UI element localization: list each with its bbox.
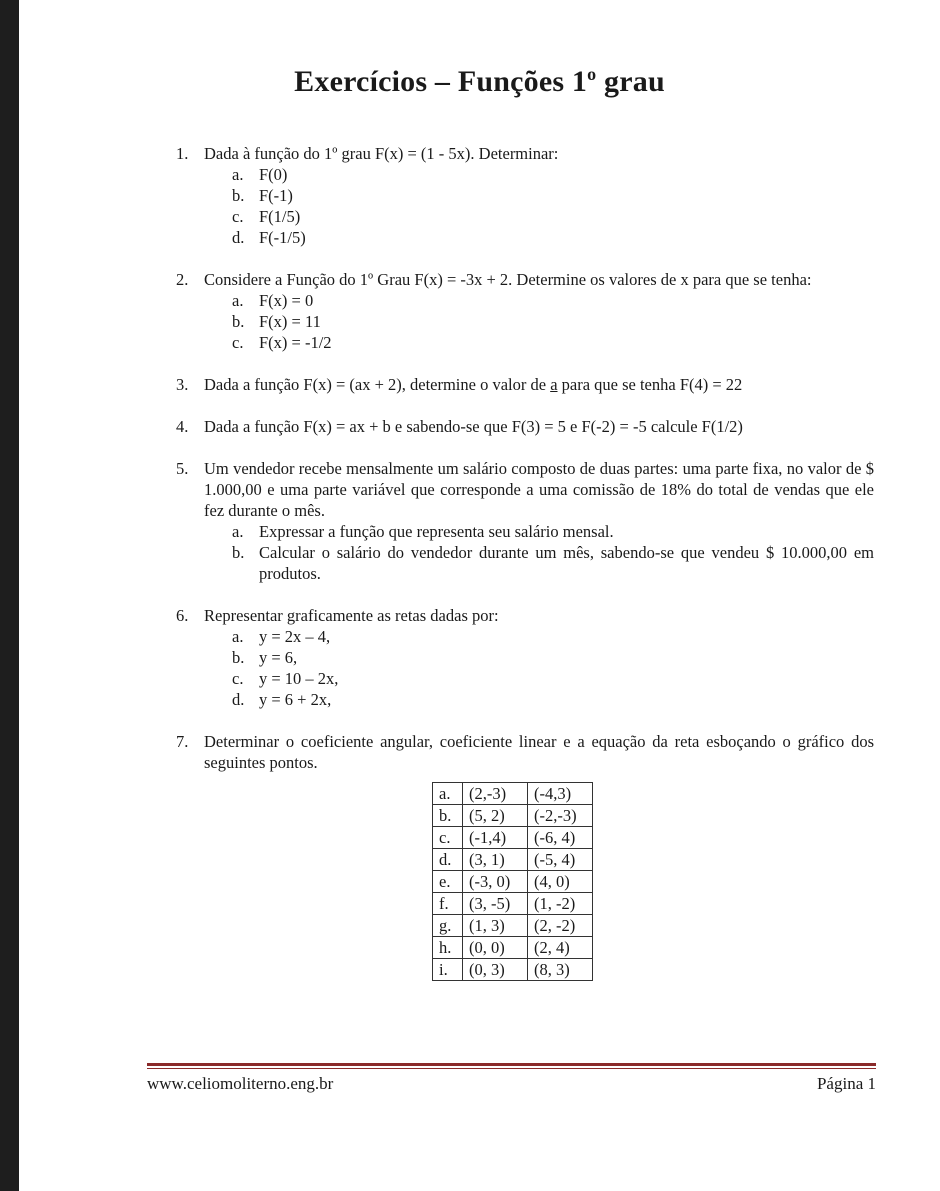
question-number: 1.: [176, 144, 189, 163]
title-main: Exercícios – Funções 1: [294, 65, 588, 98]
table-row: [433, 827, 593, 849]
table-row: [433, 937, 593, 959]
item-text: F(x) = 0: [259, 291, 314, 310]
table-cell: (0, 0): [463, 937, 528, 959]
item-text: Expressar a função que representa seu salário mensal.: [259, 522, 614, 541]
item-letter: c.: [232, 333, 244, 352]
item-letter: b.: [232, 543, 245, 562]
table-row: [433, 805, 593, 827]
table-cell: b.: [433, 805, 463, 827]
question-5-items: [176, 521, 874, 584]
table-cell: (2, 4): [528, 937, 593, 959]
document-page: [19, 0, 940, 1191]
list-item: [232, 290, 874, 311]
table-row: [433, 915, 593, 937]
question-5: [176, 458, 874, 521]
list-item: [232, 647, 874, 668]
question-text: Dada à função do 1º grau F(x) = (1 - 5x). Determinar:: [204, 144, 559, 163]
item-text: F(-1): [259, 186, 293, 205]
table-row: [433, 783, 593, 805]
question-text: Considere a Função do 1º Grau F(x) = -3x + 2. Determine os valores de x para que se tenha:: [204, 270, 812, 289]
question-text: Determinar o coeficiente angular, coeficiente linear e a equação da reta esboçando o gráfico dos seguintes pontos.: [204, 732, 874, 772]
points-table: [432, 782, 593, 981]
question-number: 6.: [176, 606, 189, 625]
list-item: [232, 626, 874, 647]
footer-page-number: Página 1: [816, 1074, 876, 1093]
item-text: F(x) = 11: [259, 312, 321, 331]
list-item: [232, 206, 874, 227]
item-text: Calcular o salário do vendedor durante um mês, sabendo-se que vendeu $ 10.000,00 em produtos.: [259, 543, 874, 583]
question-text-start: Dada a função F(x) = (ax + 2), determine o valor de: [204, 375, 551, 394]
table-cell: f.: [433, 893, 463, 915]
item-letter: a.: [232, 165, 244, 184]
table-cell: (5, 2): [463, 805, 528, 827]
table-row: [433, 893, 593, 915]
item-letter: b.: [232, 648, 245, 667]
item-text: F(0): [259, 165, 288, 184]
item-letter: a.: [232, 291, 244, 310]
question-number: 2.: [176, 270, 189, 289]
table-cell: (8, 3): [528, 959, 593, 981]
item-text: y = 6 + 2x,: [259, 690, 332, 709]
question-6: [176, 605, 874, 626]
question-6-items: [176, 626, 874, 710]
question-text: Um vendedor recebe mensalmente um salário composto de duas partes: uma parte fixa, no valor de $ 1.000,00 e uma parte variável que corresponde a uma comissão de 18% do total de vendas que ele fez durante o mês.: [204, 459, 874, 520]
table-cell: (2,-3): [463, 783, 528, 805]
item-text: F(-1/5): [259, 228, 306, 247]
table-cell: (-3, 0): [463, 871, 528, 893]
table-cell: i.: [433, 959, 463, 981]
list-item: [232, 227, 874, 248]
item-text: y = 10 – 2x,: [259, 669, 339, 688]
table-row: [433, 849, 593, 871]
underlined-variable: a: [550, 375, 558, 394]
question-4: [176, 416, 874, 437]
table-cell: (-1,4): [463, 827, 528, 849]
question-number: 3.: [176, 375, 189, 394]
table-cell: d.: [433, 849, 463, 871]
item-letter: c.: [232, 207, 244, 226]
table-cell: (3, 1): [463, 849, 528, 871]
page-title: [19, 64, 940, 99]
footer-rule-thin: [147, 1068, 876, 1069]
item-letter: a.: [232, 522, 244, 541]
list-item: [232, 521, 874, 542]
footer-rule-thick: [147, 1063, 876, 1066]
table-cell: g.: [433, 915, 463, 937]
table-cell: (-4,3): [528, 783, 593, 805]
item-letter: b.: [232, 312, 245, 331]
list-item: [232, 542, 874, 584]
list-item: [232, 311, 874, 332]
list-item: [232, 689, 874, 710]
table-cell: a.: [433, 783, 463, 805]
table-cell: (3, -5): [463, 893, 528, 915]
question-text: Representar graficamente as retas dadas por:: [204, 606, 499, 625]
list-item: [232, 164, 874, 185]
list-item: [232, 332, 874, 353]
left-edge-bar: [0, 0, 19, 1191]
item-letter: d.: [232, 228, 245, 247]
question-text: Dada a função F(x) = ax + b e sabendo-se que F(3) = 5 e F(-2) = -5 calcule F(1/2): [204, 417, 743, 436]
item-text: y = 2x – 4,: [259, 627, 331, 646]
question-7: [176, 731, 874, 773]
table-cell: (4, 0): [528, 871, 593, 893]
table-cell: (1, 3): [463, 915, 528, 937]
question-1-items: [176, 164, 874, 248]
item-letter: b.: [232, 186, 245, 205]
footer-website-link[interactable]: www.celiomoliterno.eng.br: [147, 1074, 334, 1093]
question-number: 5.: [176, 459, 189, 478]
item-letter: c.: [232, 669, 244, 688]
table-cell: (1, -2): [528, 893, 593, 915]
title-sup: o: [587, 64, 597, 84]
question-2: [176, 269, 874, 290]
item-letter: a.: [232, 627, 244, 646]
table-row: [433, 959, 593, 981]
exercise-list: [176, 143, 874, 981]
item-text: F(x) = -1/2: [259, 333, 332, 352]
question-3: [176, 374, 874, 395]
table-cell: (-6, 4): [528, 827, 593, 849]
list-item: [232, 668, 874, 689]
table-cell: e.: [433, 871, 463, 893]
table-cell: (-2,-3): [528, 805, 593, 827]
table-cell: (0, 3): [463, 959, 528, 981]
item-text: F(1/5): [259, 207, 301, 226]
table-row: [433, 871, 593, 893]
question-number: 4.: [176, 417, 189, 436]
item-letter: d.: [232, 690, 245, 709]
question-text-end: para que se tenha F(4) = 22: [557, 375, 743, 394]
table-cell: c.: [433, 827, 463, 849]
list-item: [232, 185, 874, 206]
table-cell: h.: [433, 937, 463, 959]
table-cell: (2, -2): [528, 915, 593, 937]
title-end: grau: [596, 65, 665, 98]
table-cell: (-5, 4): [528, 849, 593, 871]
question-2-items: [176, 290, 874, 353]
question-1: [176, 143, 874, 164]
item-text: y = 6,: [259, 648, 298, 667]
question-number: 7.: [176, 732, 189, 751]
